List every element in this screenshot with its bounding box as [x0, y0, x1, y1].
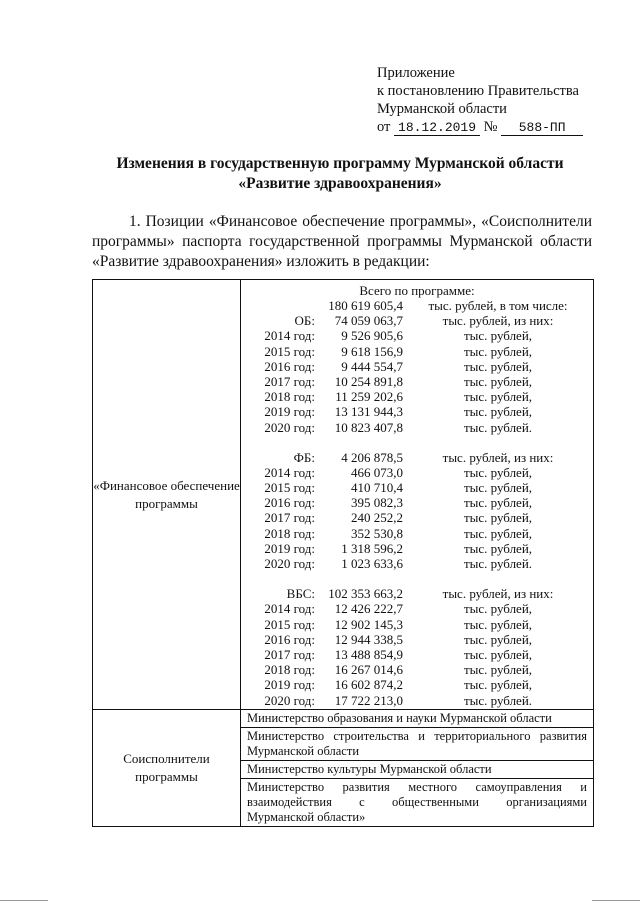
year-unit: тыс. рублей, [463, 510, 533, 526]
coexec-label-cell [93, 710, 241, 827]
funding-source-row [241, 586, 593, 601]
year-label: 2018 год: [264, 525, 315, 541]
year-unit: тыс. рублей, [463, 389, 533, 405]
year-amount: 16 602 874,2 [334, 677, 403, 693]
year-amount: 1 318 596,2 [341, 540, 403, 556]
finance-values-cell [241, 280, 594, 710]
year-unit: тыс. рублей, [463, 373, 533, 389]
year-amount: 13 131 944,3 [334, 404, 403, 420]
year-row [241, 632, 593, 647]
finance-label-cell [93, 280, 241, 710]
year-label: 2016 год: [264, 495, 315, 511]
year-amount: 9 444 554,7 [341, 358, 403, 374]
coexecutor-row: Министерство образования и науки Мурманской области [241, 710, 594, 728]
title-line: «Развитие здравоохранения» [238, 175, 442, 192]
decree-number: 588-ПП [501, 121, 583, 136]
year-label: 2020 год: [264, 692, 315, 708]
year-unit: тыс. рублей, [463, 358, 533, 374]
year-row [241, 328, 593, 343]
year-label: 2014 год: [264, 464, 315, 480]
source-unit: тыс. рублей, из них: [442, 449, 554, 465]
finance-values [241, 280, 593, 708]
year-label: 2015 год: [264, 480, 315, 496]
program-passport-table [92, 279, 594, 827]
from-label: от [377, 119, 391, 135]
source-amount: 102 353 663,2 [328, 586, 403, 602]
year-label: 2019 год: [264, 404, 315, 420]
appendix-line: Мурманской области [377, 101, 507, 117]
year-amount: 1 023 633,6 [341, 556, 403, 571]
year-amount: 13 488 854,9 [334, 646, 403, 662]
year-row [241, 374, 593, 389]
year-amount: 12 426 222,7 [334, 601, 403, 617]
year-unit: тыс. рублей, [463, 525, 533, 541]
year-unit: тыс. рублей, [463, 404, 533, 420]
year-amount: 352 530,8 [351, 525, 403, 541]
year-unit: тыс. рублей. [463, 692, 533, 708]
year-unit: тыс. рублей. [463, 556, 533, 571]
year-row [241, 647, 593, 662]
year-amount: 410 710,4 [351, 480, 403, 496]
year-label: 2020 год: [264, 419, 315, 435]
coexec-label: Соисполнители программы [123, 751, 210, 784]
year-label: 2017 год: [264, 510, 315, 526]
footer-rule [0, 900, 48, 901]
year-unit: тыс. рублей, [463, 601, 533, 617]
year-label: 2014 год: [264, 601, 315, 617]
year-row [241, 389, 593, 404]
intro-paragraph: 1. Позиции «Финансовое обеспечение программы», «Соисполнители программы» паспорта государственной программы Мурманской области «Развитие здравоохранения» изложить в редакции: [92, 213, 592, 270]
source-unit: тыс. рублей, из них: [442, 313, 554, 329]
year-unit: тыс. рублей, [463, 616, 533, 632]
source-label: ВБС: [286, 586, 315, 602]
appendix-block [377, 64, 583, 136]
year-amount: 12 944 338,5 [334, 631, 403, 647]
year-amount: 17 722 213,0 [334, 692, 403, 708]
year-label: 2015 год: [264, 343, 315, 359]
year-row [241, 465, 593, 480]
year-row [241, 480, 593, 495]
funding-source-row [241, 450, 593, 465]
year-row [241, 359, 593, 374]
block-gap [241, 435, 593, 450]
year-label: 2020 год: [264, 556, 315, 571]
total-amount: 180 619 605,4 [328, 298, 403, 313]
year-amount: 10 823 407,8 [334, 419, 403, 435]
source-amount: 4 206 878,5 [341, 449, 403, 465]
total-unit: тыс. рублей, в том числе: [428, 298, 568, 313]
year-amount: 11 259 202,6 [335, 389, 403, 405]
year-row [241, 693, 593, 708]
year-label: 2019 год: [264, 540, 315, 556]
year-unit: тыс. рублей, [463, 662, 533, 678]
year-label: 2016 год: [264, 631, 315, 647]
year-unit: тыс. рублей, [463, 495, 533, 511]
year-row [241, 617, 593, 632]
year-unit: тыс. рублей, [463, 646, 533, 662]
year-unit: тыс. рублей, [463, 343, 533, 359]
year-amount: 9 618 156,9 [341, 343, 403, 359]
year-label: 2017 год: [264, 373, 315, 389]
year-unit: тыс. рублей, [463, 540, 533, 556]
year-label: 2015 год: [264, 616, 315, 632]
year-label: 2016 год: [264, 358, 315, 374]
year-label: 2014 год: [264, 328, 315, 344]
block-gap [241, 571, 593, 586]
year-unit: тыс. рублей, [463, 464, 533, 480]
appendix-date-line [377, 118, 583, 136]
funding-blocks [241, 313, 593, 708]
finance-label: «Финансовое обеспечение программы [93, 477, 240, 511]
year-label: 2019 год: [264, 677, 315, 693]
total-row [241, 298, 593, 313]
year-row [241, 526, 593, 541]
year-label: 2018 год: [264, 662, 315, 678]
year-row [241, 541, 593, 556]
coexecutor-row: Министерство культуры Мурманской области [241, 761, 594, 779]
footer-rule [592, 900, 640, 901]
number-label: № [483, 119, 498, 135]
source-unit: тыс. рублей, из них: [442, 586, 554, 602]
appendix-line: к постановлению Правительства [377, 83, 579, 99]
decree-date: 18.12.2019 [394, 121, 480, 136]
title-line: Изменения в государственную программу Мурманской области [116, 155, 564, 172]
document-title [60, 154, 620, 194]
source-label: ОБ: [294, 313, 315, 329]
year-unit: тыс. рублей, [463, 631, 533, 647]
year-row [241, 662, 593, 677]
year-amount: 466 073,0 [351, 464, 403, 480]
year-unit: тыс. рублей, [463, 677, 533, 693]
year-row [241, 404, 593, 419]
year-amount: 9 526 905,6 [341, 328, 403, 344]
total-header: Всего по программе: [359, 283, 475, 298]
year-unit: тыс. рублей. [463, 419, 533, 435]
year-amount: 12 902 145,3 [334, 616, 403, 632]
year-row [241, 495, 593, 510]
year-label: 2017 год: [264, 646, 315, 662]
year-unit: тыс. рублей, [463, 328, 533, 344]
year-row [241, 601, 593, 616]
year-amount: 395 082,3 [351, 495, 403, 511]
year-row [241, 677, 593, 692]
year-unit: тыс. рублей, [463, 480, 533, 496]
source-amount: 74 059 063,7 [334, 313, 403, 329]
year-row [241, 344, 593, 359]
year-amount: 240 252,2 [351, 510, 403, 526]
year-row [241, 420, 593, 435]
year-label: 2018 год: [264, 389, 315, 405]
funding-source-row [241, 313, 593, 328]
year-row [241, 556, 593, 571]
appendix-line: Приложение [377, 65, 455, 81]
coexecutor-row: Министерство строительства и территориального развития Мурманской области [241, 728, 594, 761]
coexecutor-row: Министерство развития местного самоуправления и взаимодействия с общественными организациями Мурманской области» [241, 779, 594, 827]
source-label: ФБ: [293, 449, 315, 465]
year-amount: 10 254 891,8 [334, 373, 403, 389]
year-amount: 16 267 014,6 [334, 662, 403, 678]
year-row [241, 510, 593, 525]
